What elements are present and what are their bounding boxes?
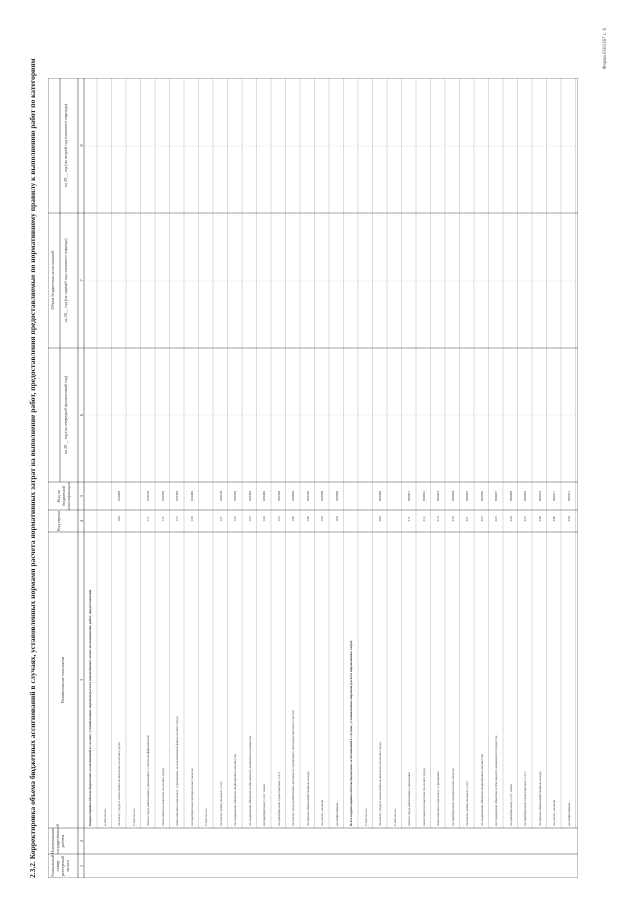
- row-indicator-name: в том числе:: [204, 808, 208, 826]
- row-classification-code: 900002: [421, 490, 426, 502]
- row-indicator-name: на приобретение услуг связи: [508, 784, 513, 826]
- row-line-code: 125: [276, 516, 281, 522]
- header-year-1: на 20__ год (на очередной финансовый год): [63, 376, 68, 454]
- document-title: 2.3.2. Корректировка объема бюджетных ассигнований в случаях, установленных нормами расчета нормативных затрат на выполнение работ, предоставления предоставляемые по нормативному правилу к выполнению работ по категориям: [28, 58, 37, 878]
- row-classification-code: 900012: [566, 490, 571, 502]
- row-classification-code: 020200: [233, 490, 237, 502]
- row-indicator-name: на прочие общехозяйственные нужды: [305, 771, 310, 826]
- row-indicator-name: на амортизацию: [334, 802, 339, 826]
- row-classification-code: 020500: [276, 490, 281, 502]
- row-classification-code: 900011: [552, 490, 556, 502]
- row-line-code: 124: [262, 516, 266, 522]
- row-indicator-name: на приобретение транспортных услуг: [276, 771, 281, 826]
- row-line-code: 250: [566, 516, 571, 522]
- row-line-code: 111: [146, 516, 150, 522]
- row-indicator-name: на оплату труда и начисления на выплаты по оплате труда: [117, 742, 121, 826]
- row-classification-code: 020100: [218, 490, 223, 502]
- col-number-5: 5: [79, 494, 84, 498]
- row-classification-code: 020600: [291, 490, 295, 502]
- row-indicator-name: на содержание объектов особо ценного движимого имущества: [247, 735, 252, 826]
- row-indicator-name: на оплату коммунальных услуг: [465, 780, 469, 826]
- col-number-6: 6: [79, 413, 84, 417]
- row-indicator-name: оплата труда работников учреждения с учетом коэффициентов: [146, 735, 150, 826]
- row-indicator-name: на оплату коммунальных услуг: [218, 780, 223, 826]
- row-classification-code: 010300: [175, 490, 179, 502]
- header-work-name: Наименование государственной работы: [50, 824, 65, 854]
- header-budget-volume: Объем бюджетных ассигнований: [50, 250, 55, 310]
- row-line-code: 120: [189, 516, 194, 522]
- header-year-3: на 20__ год (на второй год планового периода): [63, 104, 68, 187]
- row-indicator-name: иные выплаты персоналу учреждения, за исключением фонда оплаты труда: [175, 716, 179, 826]
- row-classification-code: 020800: [320, 490, 324, 502]
- row-classification-code: 900000: [378, 490, 382, 502]
- row-indicator-name: на приобретение услуг связи: [262, 784, 266, 826]
- row-line-code: 130: [291, 516, 295, 522]
- row-classification-code: 900009: [523, 490, 527, 502]
- row-line-code: 113: [175, 516, 179, 522]
- header-year-2: на 20__ год (на первый год планового периода): [63, 238, 68, 323]
- row-line-code: 225: [523, 516, 527, 522]
- row-classification-code: 020900: [334, 490, 339, 502]
- row-indicator-name: Всего корректировка объема бюджетных ассигнований в случаях, установленных нормами расчета нормативных затрат: [349, 640, 353, 826]
- header-classification-code: Код по бюджетной классификации: [56, 482, 71, 510]
- row-classification-code: 010400: [189, 490, 194, 502]
- row-indicator-name: начисления на выплаты по оплате труда: [160, 768, 165, 826]
- row-line-code: 213: [436, 516, 440, 522]
- col-number-2: 2: [79, 839, 84, 843]
- row-classification-code: 020400: [262, 490, 266, 502]
- row-classification-code: 900010: [537, 490, 542, 502]
- row-indicator-name: на прочие общехозяйственные нужды: [537, 771, 542, 826]
- row-indicator-name: на уплату налогов: [320, 799, 324, 826]
- row-indicator-name: в том числе:: [131, 808, 136, 826]
- header-registry-number: Уникальный номер реестровой записи: [50, 854, 70, 878]
- row-line-code: 200: [378, 516, 382, 522]
- row-line-code: 224: [508, 516, 513, 522]
- row-line-code: 220: [450, 516, 455, 522]
- row-indicator-name: на содержание объектов недвижимого имущества: [479, 754, 484, 826]
- budget-table: [48, 78, 578, 878]
- col-number-8: 8: [79, 144, 84, 147]
- rotated-document: [28, 28, 628, 878]
- row-classification-code: 010100: [146, 490, 150, 502]
- col-number-7: 7: [79, 279, 84, 282]
- row-classification-code: 900001: [407, 490, 411, 502]
- row-classification-code: 020700: [305, 490, 310, 502]
- row-classification-code: 900008: [508, 490, 513, 502]
- row-indicator-name: на амортизацию: [566, 802, 571, 826]
- row-line-code: 160: [334, 516, 339, 522]
- form-code: Форма 0505167 с. 6: [603, 28, 608, 70]
- table-grid-lines: [48, 78, 578, 878]
- row-line-code: 112: [160, 516, 165, 522]
- row-indicator-name: на приобретение транспортных услуг: [523, 771, 527, 826]
- row-line-code: 230: [537, 516, 542, 522]
- row-line-code: 123: [247, 516, 252, 522]
- row-line-code: 223: [494, 516, 498, 522]
- row-classification-code: 900004: [450, 490, 455, 502]
- row-classification-code: 010200: [160, 490, 165, 502]
- row-line-code: 150: [320, 516, 324, 522]
- row-line-code: 140: [305, 516, 310, 522]
- row-line-code: 240: [552, 516, 556, 522]
- header-line-code: Код строки: [56, 511, 61, 531]
- row-classification-code: 900007: [494, 490, 498, 502]
- col-number-1: 1: [79, 864, 84, 868]
- row-line-code: 221: [465, 516, 469, 522]
- row-indicator-name: иные выплаты персоналу учреждения: [436, 771, 440, 826]
- row-indicator-name: на приобретение материальных запасов: [189, 768, 194, 826]
- row-classification-code: 010000: [117, 490, 121, 502]
- row-indicator-name: на уплату налогов: [552, 799, 556, 826]
- row-line-code: 212: [421, 516, 426, 522]
- row-indicator-name: начисления на выплаты по оплате труда: [421, 768, 426, 826]
- row-indicator-name: Корректировка объема бюджетных ассигнований в случаях, установленных нормами расчета нормативных затрат на выполнение работ, предоставления: [88, 589, 92, 826]
- row-indicator-name: на приобретение материальных запасов: [450, 768, 455, 826]
- row-indicator-name: оплата труда работников учреждения: [407, 772, 411, 826]
- row-indicator-name: на оплату труда работников, которые не принимают непосредственного участия: [291, 710, 295, 826]
- row-line-code: 122: [233, 516, 237, 522]
- row-classification-code: 900003: [436, 490, 440, 502]
- row-line-code: 121: [218, 516, 223, 522]
- row-indicator-name: в том числе:: [102, 808, 107, 826]
- col-number-3: 3: [79, 678, 84, 682]
- row-indicator-name: на содержание объектов особо ценного движимого имущества: [494, 735, 498, 826]
- row-classification-code: 900006: [479, 490, 484, 502]
- row-classification-code: 020300: [247, 490, 252, 502]
- col-number-4: 4: [79, 519, 84, 523]
- row-line-code: 100: [117, 516, 121, 522]
- row-classification-code: 900005: [465, 490, 469, 502]
- row-indicator-name: в том числе:: [363, 808, 368, 826]
- header-indicator-name: Наименование показателя: [60, 656, 65, 704]
- row-indicator-name: на оплату труда и начисления на выплаты по оплате труда: [378, 742, 382, 826]
- row-indicator-name: в том числе:: [392, 808, 397, 826]
- row-line-code: 211: [407, 516, 411, 522]
- row-line-code: 222: [479, 516, 484, 522]
- row-indicator-name: на содержание объектов недвижимого имущества: [233, 754, 237, 826]
